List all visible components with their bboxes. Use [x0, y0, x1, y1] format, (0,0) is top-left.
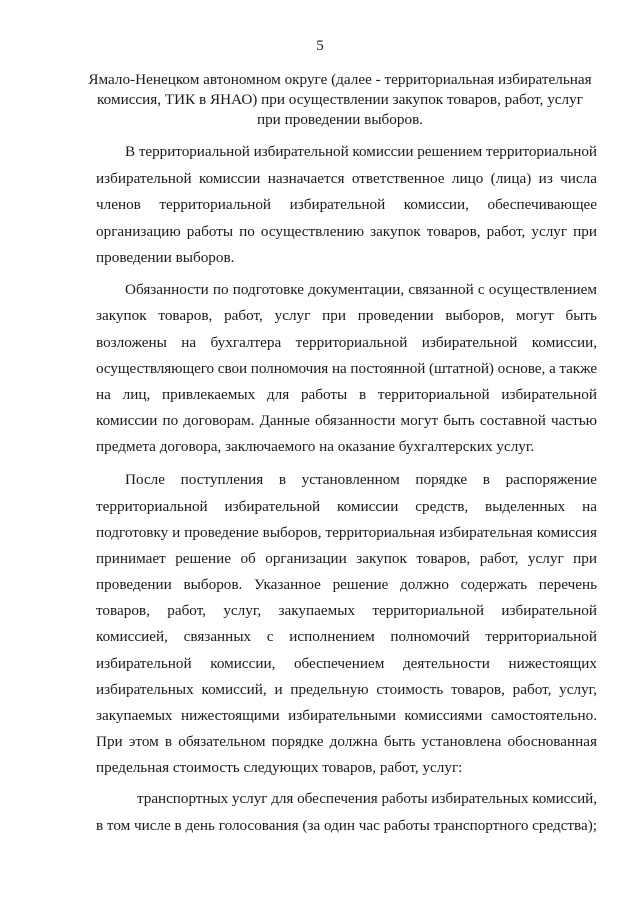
text-line: принимает решение об организации закупок товаров, работ, услуг при — [96, 550, 597, 567]
text-line: осуществляющего свои полномочия на постоянной (штатной) основе, а также — [96, 360, 597, 377]
text-line: на лиц, привлекаемых для работы в территориальной избирательной — [96, 386, 597, 403]
text-line: транспортных услуг для обеспечения работы избирательных комиссий, — [137, 790, 597, 807]
heading-line: при проведении выборов. — [256, 111, 424, 128]
text-line: членов территориальной избирательной комиссии, обеспечивающее — [96, 196, 597, 213]
text-line: комиссией, связанных с исполнением полномочий территориальной — [96, 628, 597, 645]
text-line: в том числе в день голосования (за один час работы транспортного средства); — [96, 817, 597, 834]
text-line: предельная стоимость следующих товаров, работ, услуг: — [96, 759, 463, 776]
text-line: организацию работы по осуществлению закупок товаров, работ, услуг при — [96, 223, 597, 240]
text-line: предмета договора, заключаемого на оказание бухгалтерских услуг. — [96, 438, 535, 455]
text-line: проведении выборов. — [96, 249, 235, 266]
text-line: При этом в обязательном порядке должна быть установлена обоснованная — [96, 733, 597, 750]
text-line: комиссии по договорам. Данные обязанности могут быть составной частью — [96, 412, 597, 429]
page-number: 5 — [316, 38, 324, 54]
text-line: избирательной комиссии назначается ответственное лицо (лица) из числа — [96, 170, 597, 187]
text-line: возложены на бухгалтера территориальной избирательной комиссии, — [96, 334, 597, 351]
text-line: товаров, работ, услуг, закупаемых территориальной избирательной — [96, 602, 597, 619]
text-line: подготовку и проведение выборов, территориальная избирательная комиссия — [96, 524, 597, 541]
text-line: территориальной избирательной комиссии средств, выделенных на — [96, 498, 597, 515]
text-line: избирательных комиссий, и предельную стоимость товаров, работ, услуг, — [96, 681, 597, 698]
heading-line: Ямало-Ненецком автономном округе (далее - территориальная избирательная — [88, 71, 592, 88]
text-line: закупаемых нижестоящими избирательными комиссиями самостоятельно. — [96, 707, 597, 724]
text-line: После поступления в установленном порядке в распоряжение — [125, 471, 597, 488]
text-line: закупок товаров, работ, услуг при проведении выборов, могут быть — [96, 307, 597, 324]
text-line: Обязанности по подготовке документации, связанной с осуществлением — [125, 281, 597, 298]
text-line: избирательной комиссии, обеспечением деятельности нижестоящих — [96, 655, 597, 672]
heading-line: комиссия, ТИК в ЯНАО) при осуществлении закупок товаров, работ, услуг — [97, 91, 583, 108]
text-line: проведении выборов. Указанное решение должно содержать перечень — [96, 576, 597, 593]
text-line: В территориальной избирательной комиссии решением территориальной — [125, 143, 597, 160]
